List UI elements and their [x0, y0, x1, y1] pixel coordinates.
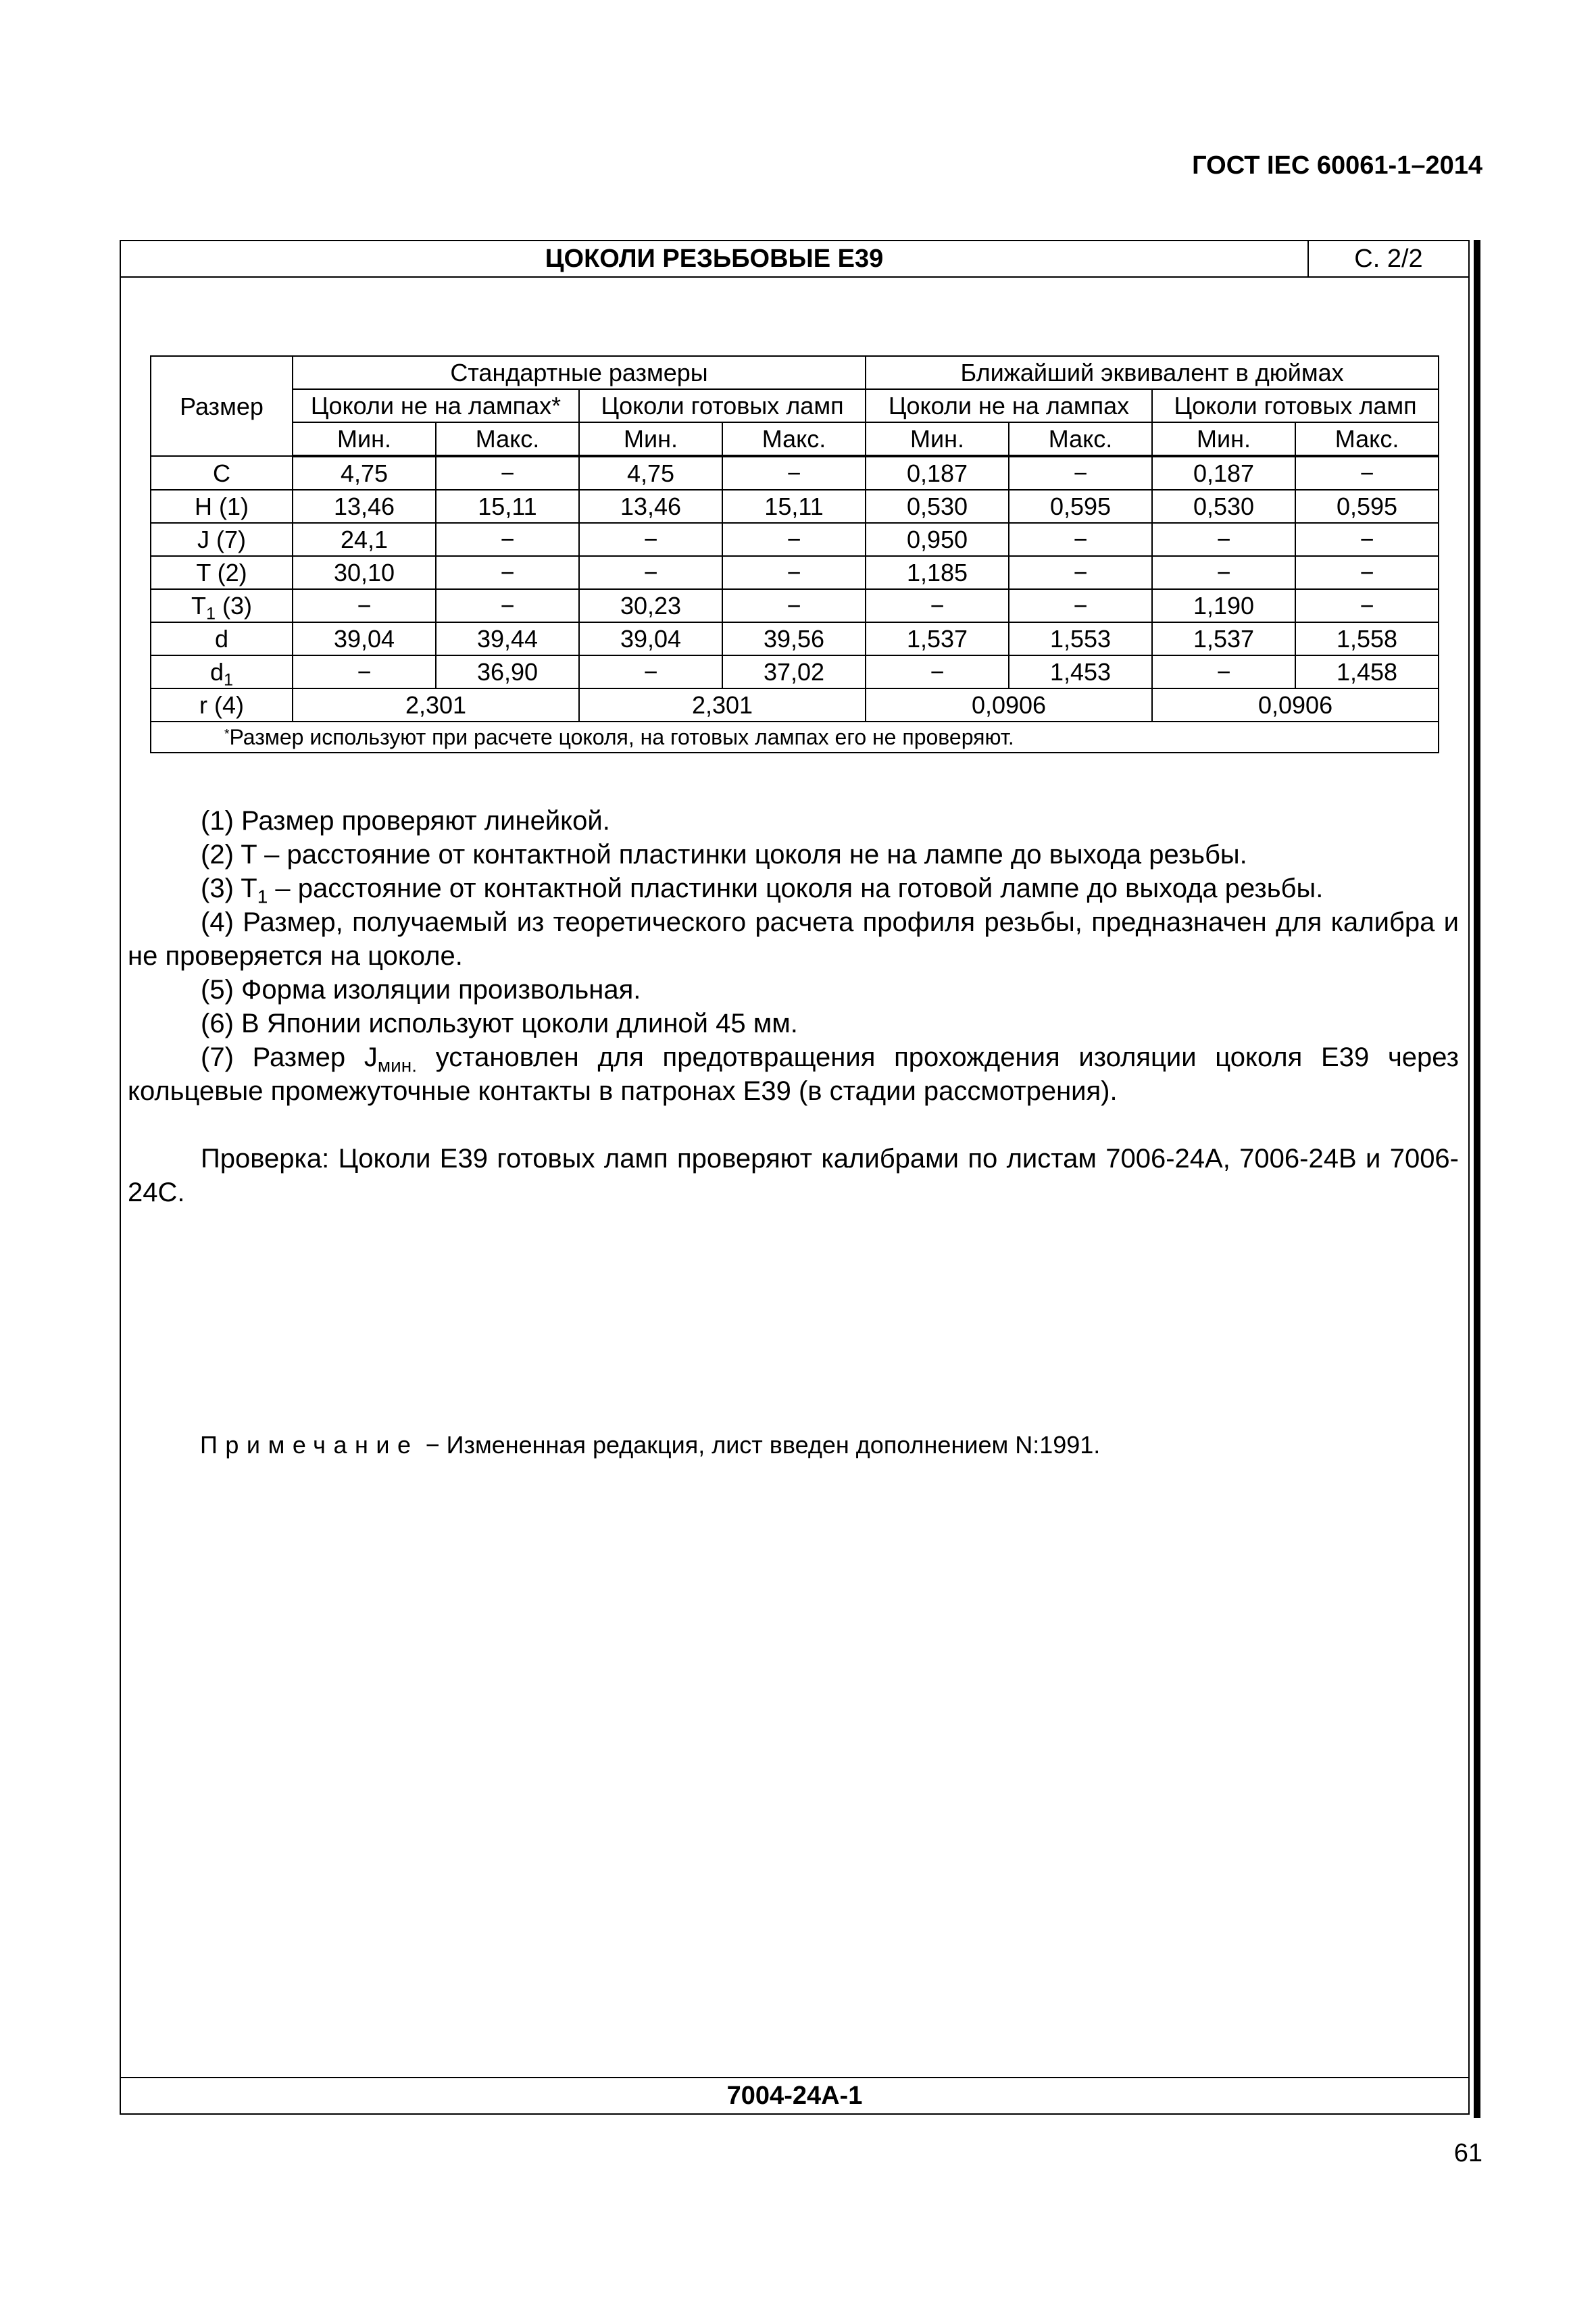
table-header-row — [151, 356, 1439, 389]
table-cell: − — [1295, 456, 1439, 490]
table-cell: 15,11 — [722, 490, 866, 523]
row-label-subscript: 1 — [205, 604, 216, 624]
row-label: C — [151, 456, 293, 490]
subheader-not-on-lamps-std: Цоколи не на лампах* — [293, 389, 579, 422]
table-cell: 30,10 — [293, 556, 436, 589]
note-3 — [128, 872, 1459, 905]
row-label: J (7) — [151, 523, 293, 556]
max-header: Макс. — [1295, 422, 1439, 456]
note-7 — [128, 1040, 1459, 1108]
frame-thick-edge — [1474, 240, 1480, 2118]
group-inch-header: Ближайший эквивалент в дюймах — [866, 356, 1439, 389]
table-subheader-row — [151, 389, 1439, 422]
table-cell: 30,23 — [579, 589, 722, 622]
table-cell: 15,11 — [436, 490, 579, 523]
table-cell: 0,187 — [866, 456, 1009, 490]
remark-text: − Измененная редакция, лист введен дополнением N:1991. — [418, 1431, 1101, 1459]
note-7-sub: мин. — [377, 1055, 417, 1076]
table-cell: 1,558 — [1295, 622, 1439, 655]
table-cell: 1,453 — [1009, 655, 1152, 688]
table-cell: 39,04 — [579, 622, 722, 655]
sheet-footer-bar — [121, 2077, 1468, 2113]
table-cell: − — [722, 556, 866, 589]
table-cell: 24,1 — [293, 523, 436, 556]
table-cell: 1,553 — [1009, 622, 1152, 655]
table-cell: − — [1009, 456, 1152, 490]
footnote-mark: * — [224, 727, 230, 742]
page-number: 61 — [1453, 2139, 1482, 2167]
table-cell: − — [293, 589, 436, 622]
sheet-title-bar — [121, 241, 1468, 278]
note-3-sub: 1 — [257, 886, 268, 907]
table-cell: − — [579, 655, 722, 688]
standard-code: ГОСТ IEC 60061-1–2014 — [1192, 151, 1482, 180]
table-cell: 0,0906 — [1152, 688, 1439, 722]
table-cell: − — [866, 655, 1009, 688]
sheet-code: 7004-24A-1 — [726, 2082, 863, 2110]
note-1: (1) Размер проверяют линейкой. — [201, 806, 610, 836]
notes-block — [128, 804, 1459, 1108]
table-cell: 13,46 — [579, 490, 722, 523]
table-cell: 4,75 — [579, 456, 722, 490]
table-footnote — [151, 722, 1439, 753]
table-cell: − — [1295, 589, 1439, 622]
table-row — [151, 456, 1439, 490]
table-cell: 0,530 — [1152, 490, 1295, 523]
table-cell: 39,56 — [722, 622, 866, 655]
table-cell: − — [293, 655, 436, 688]
table-cell: 1,190 — [1152, 589, 1295, 622]
table-cell: 1,185 — [866, 556, 1009, 589]
note-2: (2) T – расстояние от контактной пластинки цоколя не на лампе до выхода резьбы. — [201, 840, 1247, 870]
table-cell: − — [1009, 556, 1152, 589]
table-cell: 1,537 — [1152, 622, 1295, 655]
table-cell: − — [1295, 523, 1439, 556]
subheader-not-on-lamps-inch: Цоколи не на лампах — [866, 389, 1152, 422]
table-row — [151, 556, 1439, 589]
subheader-finished-inch: Цоколи готовых ламп — [1152, 389, 1439, 422]
table-body — [151, 456, 1439, 688]
row-label: H (1) — [151, 490, 293, 523]
min-header: Мин. — [579, 422, 722, 456]
note-3-post: – расстояние от контактной пластинки цоколя на готовой лампе до выхода резьбы. — [268, 874, 1324, 903]
min-header: Мин. — [1152, 422, 1295, 456]
table-row — [151, 622, 1439, 655]
table-cell: 1,458 — [1295, 655, 1439, 688]
note-4: (4) Размер, получаемый из теоретического расчета профиля резьбы, предназначен для калибра и не проверяется на цоколе. — [128, 907, 1459, 971]
row-label-main: d — [209, 658, 224, 686]
table-row — [151, 655, 1439, 688]
table-cell: − — [1009, 523, 1152, 556]
table-row-r — [151, 688, 1439, 722]
table-cell: 37,02 — [722, 655, 866, 688]
table-cell: 0,0906 — [866, 688, 1152, 722]
note-7-pre: (7) Размер J — [201, 1042, 378, 1072]
group-standard-header: Стандартные размеры — [293, 356, 866, 389]
remark — [200, 1431, 1100, 1459]
table-cell: 0,595 — [1295, 490, 1439, 523]
table-cell: 0,950 — [866, 523, 1009, 556]
table-cell: − — [579, 556, 722, 589]
table-cell: 0,187 — [1152, 456, 1295, 490]
table-cell: − — [722, 589, 866, 622]
table-minmax-row — [151, 422, 1439, 456]
table-cell: − — [579, 523, 722, 556]
table-row — [151, 589, 1439, 622]
table-cell: 4,75 — [293, 456, 436, 490]
table-cell: 39,44 — [436, 622, 579, 655]
table-cell: − — [866, 589, 1009, 622]
max-header: Макс. — [436, 422, 579, 456]
row-label: d — [151, 622, 293, 655]
table-cell: − — [1152, 655, 1295, 688]
row-label: r (4) — [151, 688, 293, 722]
min-header: Мин. — [293, 422, 436, 456]
remark-label: Примечание — [200, 1431, 419, 1459]
sheet-title: ЦОКОЛИ РЕЗЬБОВЫЕ E39 — [545, 245, 884, 273]
sheet-page-indicator: С. 2/2 — [1354, 245, 1423, 273]
row-label: T (2) — [151, 556, 293, 589]
table-footnote-row — [151, 722, 1439, 753]
table-cell: − — [722, 456, 866, 490]
table-cell: 13,46 — [293, 490, 436, 523]
note-3-pre: (3) T — [201, 874, 257, 903]
note-5: (5) Форма изоляции произвольная. — [201, 975, 641, 1005]
col-size-header: Размер — [151, 356, 293, 456]
note-7-post: установлен для предотвращения прохождения изоляции цоколя E39 через кольцевые промежуточные контакты в патронах E39 (в стадии рассмотрения). — [128, 1042, 1459, 1106]
table-row — [151, 490, 1439, 523]
table-cell: − — [436, 556, 579, 589]
subheader-finished-std: Цоколи готовых ламп — [579, 389, 866, 422]
table-cell: 39,04 — [293, 622, 436, 655]
row-label — [151, 589, 293, 622]
table-cell: 2,301 — [579, 688, 866, 722]
max-header: Макс. — [1009, 422, 1152, 456]
table-cell: − — [1295, 556, 1439, 589]
verification-paragraph: Проверка: Цоколи E39 готовых ламп проверяют калибрами по листам 7006-24A, 7006-24B и 7006-24C. — [128, 1144, 1459, 1207]
table-cell: 2,301 — [293, 688, 579, 722]
row-label-suffix: (3) — [216, 592, 252, 620]
table-cell: − — [1009, 589, 1152, 622]
row-label-main: T — [191, 592, 206, 620]
table-cell: 0,595 — [1009, 490, 1152, 523]
note-6: (6) В Японии используют цоколи длиной 45 мм. — [201, 1009, 798, 1038]
table-row — [151, 523, 1439, 556]
table-cell: 36,90 — [436, 655, 579, 688]
table-cell: − — [436, 456, 579, 490]
row-label — [151, 655, 293, 688]
row-label-subscript: 1 — [224, 670, 234, 690]
footnote-text: Размер используют при расчете цоколя, на готовых лампах его не проверяют. — [229, 725, 1014, 749]
table-cell: 0,530 — [866, 490, 1009, 523]
table-cell: 1,537 — [866, 622, 1009, 655]
table-cell: − — [1152, 556, 1295, 589]
min-header: Мин. — [866, 422, 1009, 456]
dimensions-table — [150, 355, 1439, 753]
table-cell: − — [722, 523, 866, 556]
table-cell: − — [436, 589, 579, 622]
table-cell: − — [436, 523, 579, 556]
max-header: Макс. — [722, 422, 866, 456]
table-cell: − — [1152, 523, 1295, 556]
